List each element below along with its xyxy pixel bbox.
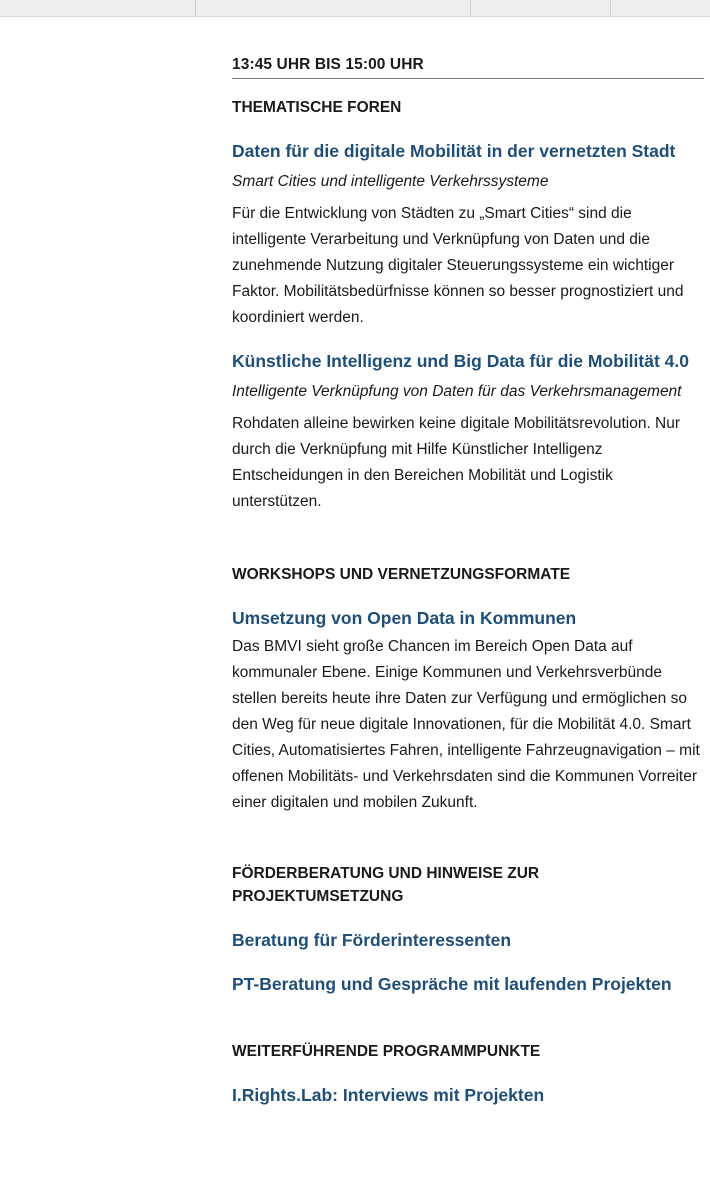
- item-title-irights-lab[interactable]: I.Rights.Lab: Interviews mit Projekten: [232, 1085, 545, 1105]
- item-title-ki-big-data[interactable]: Künstliche Intelligenz und Big Data für die Mobilität 4.0: [232, 351, 689, 371]
- section-heading-foerderberatung: [232, 862, 704, 908]
- item-description: Rohdaten alleine bewirken keine digitale Mobilitätsrevolution. Nur durch die Verknüpfung mit Hilfe Künstlicher Intelligenz Entscheidungen in den Bereichen Mobilität und Logistik unterstützen.: [232, 415, 681, 510]
- item-title-daten-mobilitaet[interactable]: Daten für die digitale Mobilität in der vernetzten Stadt: [232, 141, 676, 161]
- item-description: Für die Entwicklung von Städten zu „Smart Cities“ sind die intelligente Verarbeitung und Verknüpfung von Daten und die zunehmende Nutzung digitaler Steuerungssysteme ein wichtiger Faktor. Mobilitätsbedürfnisse können so besser prognostiziert und koordiniert werden.: [232, 205, 684, 326]
- strip-divider: [195, 0, 196, 16]
- section-heading-weiterfuehrende: WEITERFÜHRENDE PROGRAMMPUNKTE: [232, 1043, 541, 1060]
- section-heading-thematische-foren: THEMATISCHE FOREN: [232, 99, 402, 116]
- time-slot-heading: 13:45 UHR BIS 15:00 UHR: [232, 56, 704, 79]
- section-heading-line: FÖRDERBERATUNG UND HINWEISE ZUR: [232, 865, 540, 882]
- section-heading-workshops: WORKSHOPS UND VERNETZUNGSFORMATE: [232, 566, 571, 583]
- item-title-open-data[interactable]: Umsetzung von Open Data in Kommunen: [232, 608, 577, 628]
- item-subtitle: Smart Cities und intelligente Verkehrssysteme: [232, 173, 549, 190]
- item-description: Das BMVI sieht große Chancen im Bereich Open Data auf kommunaler Ebene. Einige Kommunen und Verkehrsverbünde stellen bereits heute ihre Daten zur Verfügung und ermöglichen so den Weg für neue digitale Innovationen, für die Mobilität 4.0. Smart Cities, Automatisiertes Fahren, intelligente Fahrzeugnavigation – mit offenen Mobilitäts- und Verkehrsdaten sind die Kommunen Vorreiter einer digitalen und mobilen Zukunft.: [232, 638, 700, 811]
- top-strip: [0, 0, 710, 17]
- strip-divider: [610, 0, 611, 16]
- item-subtitle: Intelligente Verknüpfung von Daten für das Verkehrsmanagement: [232, 383, 682, 400]
- item-title-beratung[interactable]: Beratung für Förderinteressenten: [232, 930, 512, 950]
- section-heading-line: PROJEKTUMSETZUNG: [232, 888, 404, 905]
- item-title-pt-beratung[interactable]: PT-Beratung und Gespräche mit laufenden Projekten: [232, 974, 672, 994]
- strip-divider: [470, 0, 471, 16]
- program-content: [232, 56, 704, 1107]
